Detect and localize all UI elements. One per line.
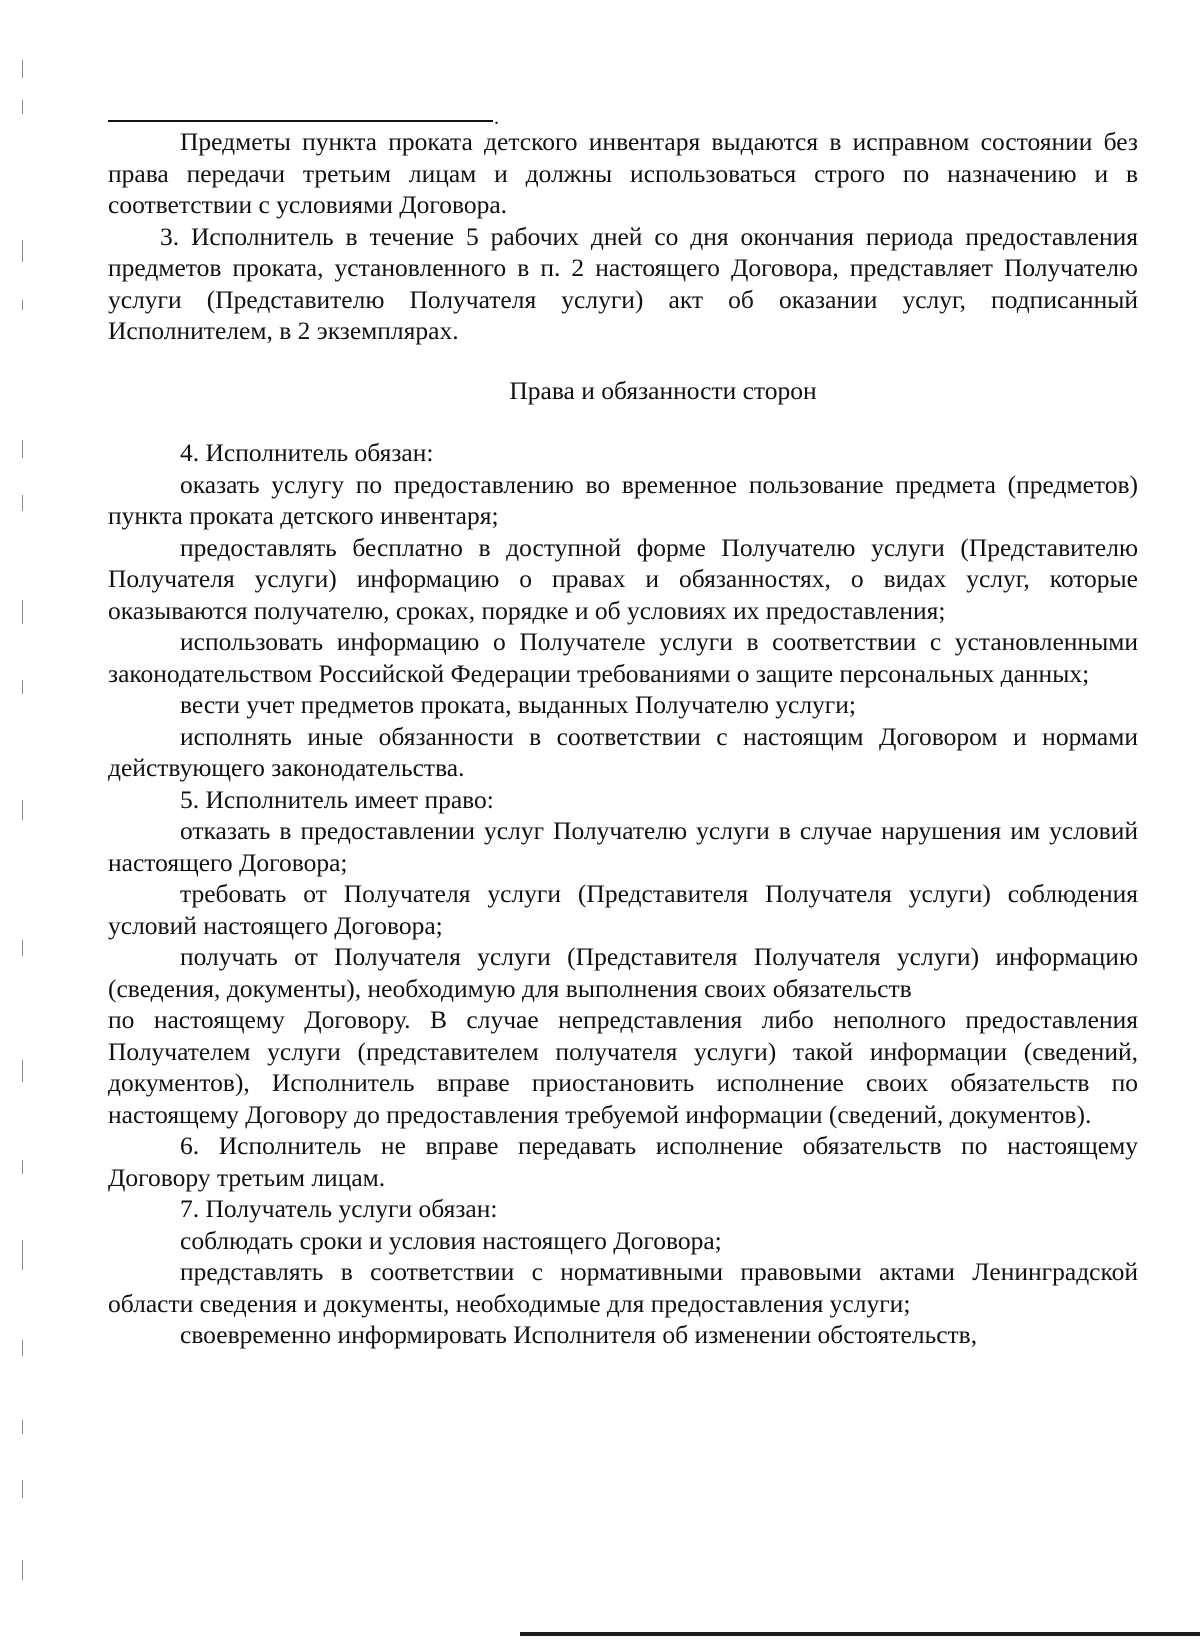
clause-4-item: вести учет предметов проката, выданных Получателю услуги; (180, 690, 856, 719)
clause-4-heading: 4. Исполнитель обязан: (180, 438, 434, 467)
clause-5-item: требовать от Получателя услуги (Представителя Получателя услуги) соблюдения условий настоящего Договора; (108, 879, 1138, 940)
scan-edge-marks (22, 40, 24, 1580)
clause-4-item: оказать услугу по предоставлению во временное пользование предмета (предметов) пункта проката детского инвентаря; (108, 469, 1138, 530)
document-page (108, 100, 1138, 1351)
clause-4-item: исполнять иные обязанности в соответствии с настоящим Договором и нормами действующего законодательства. (108, 721, 1138, 782)
paragraph-intro-1: Предметы пункта проката детского инвентаря выдаются в исправном состоянии без права передачи третьим лицам и должны использоваться строго по назначению и в соответствии с условиями Договора. (108, 127, 1138, 219)
fill-in-blank-line (108, 100, 493, 122)
clause-5-continuation: по настоящему Договору. В случае непредставления либо неполного предоставления Получателем услуги (представителем получателя услуги) такой информации (сведений, документов), Исполнитель вправе приостановить исполнение своих обязательств по настоящему Договору до предоставления требуемой информации (сведений, документов). (108, 1005, 1138, 1129)
clause-4-item: предоставлять бесплатно в доступной форме Получателю услуги (Представителю Получателя услуги) информацию о правах и обязанностях, о видах услуг, которые оказываются получателю, сроках, порядке и об условиях их предоставления; (108, 532, 1138, 625)
clause-6: 6. Исполнитель не вправе передавать исполнение обязательств по настоящему Договору третьим лицам. (108, 1131, 1138, 1192)
clause-7-item: своевременно информировать Исполнителя об изменении обстоятельств, (180, 1320, 978, 1349)
clause-4-item: использовать информацию о Получателе услуги в соответствии с установленными законодательством Российской Федерации требованиями о защите персональных данных; (108, 627, 1138, 688)
clause-7-item: представлять в соответствии с нормативными правовыми актами Ленинградской области сведения и документы, необходимые для предоставления услуги; (108, 1257, 1138, 1318)
clause-5-item: отказать в предоставлении услуг Получателю услуги в случае нарушения им условий настоящего Договора; (108, 816, 1138, 877)
clause-7-item: соблюдать сроки и условия настоящего Договора; (180, 1225, 722, 1255)
clause-5-heading: 5. Исполнитель имеет право: (180, 784, 494, 814)
clause-5-item: получать от Получателя услуги (Представителя Получателя услуги) информацию (сведения, документы), необходимую для выполнения своих обязательств (108, 942, 1138, 1003)
clause-3: 3. Исполнитель в течение 5 рабочих дней со дня окончания периода предоставления предметов проката, установленного в п. 2 настоящего Договора, представляет Получателю услуги (Представителю Получателя услуги) акт об оказании услуг, подписанный Исполнителем, в 2 экземплярах. (108, 221, 1138, 345)
bottom-scan-border (520, 1632, 1200, 1636)
section-title: Права и обязанности сторон (509, 375, 817, 405)
clause-7-heading: 7. Получатель услуги обязан: (180, 1194, 498, 1223)
